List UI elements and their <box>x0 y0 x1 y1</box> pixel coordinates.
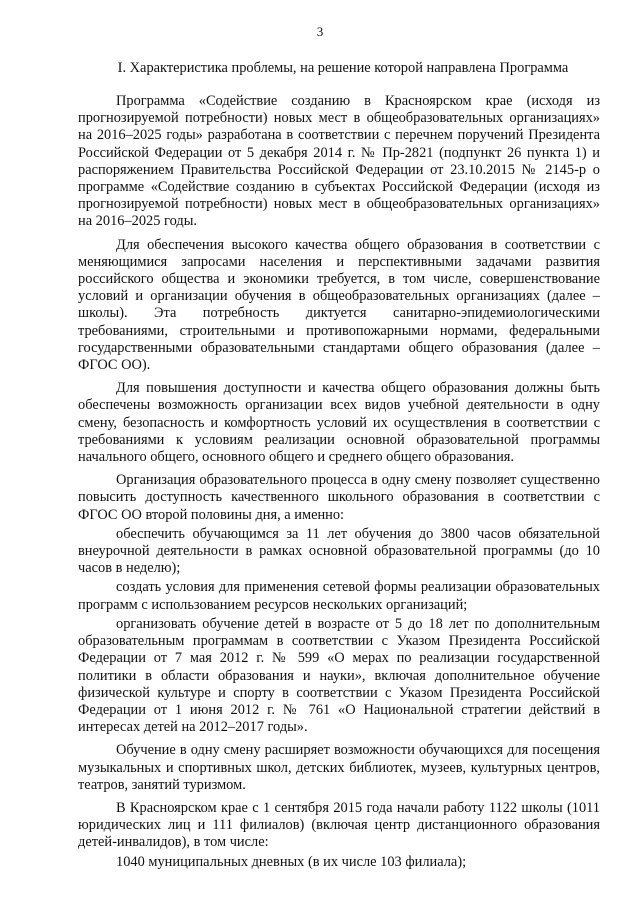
paragraph-5: Обучение в одну смену расширяет возможности обучающихся для посещения музыкальных и спортивных школ, детских библиотек, музеев, культурных центров, театров, занятий туризмом. <box>78 742 600 793</box>
paragraph-6: В Красноярском крае с 1 сентября 2015 года начали работу 1122 школы (1011 юридических лиц и 111 филиалов) (включая центр дистанционного образования детей-инвалидов), в том числе: <box>78 799 600 851</box>
paragraph-7: 1040 муниципальных дневных (в их числе 103 филиала); <box>116 853 467 870</box>
list-item-3: организовать обучение детей в возрасте от 5 до 18 лет по дополнительным образовательным программам в соответствии с Указом Президента Российской Федерации от 7 мая 2012 г. № 599 «О мерах по реализации государственной политики в области образования и науки», включая дополнительное обучение физической культуре и спорту в соответствии с Указом Президента Российской Федерации от 1 июня 2012 г. № 761 «О Национальной стратегии действий в интересах детей на 2012–2017 годы». <box>78 615 600 736</box>
document-body <box>78 93 600 877</box>
list-item-2: создать условия для применения сетевой формы реализации образовательных программ с использованием ресурсов нескольких организаций; <box>78 579 600 613</box>
paragraph-1: Программа «Содействие созданию в Красноярском крае (исходя из прогнозируемой потребности) новых мест в общеобразовательных организациях» на 2016–2025 годы» разработана в соответствии с перечнем поручений Президента Российской Федерации от 5 декабря 2014 г. № Пр-2821 (подпункт 26 пункта 1) и распоряжением Правительства Российской Федерации от 23.10.2015 № 2145-р о программе «Содействие созданию в субъектах Российской Федерации (исходя из прогнозируемой потребности) новых мест в общеобразовательных организациях» на 2016–2025 годы. <box>78 93 600 230</box>
section-title: I. Характеристика проблемы, на решение которой направлена Программа <box>117 60 569 76</box>
list-item-1: обеспечить обучающимся за 11 лет обучения до 3800 часов обязательной внеурочной деятельности в рамках основной образовательной программы (до 10 часов в неделю); <box>78 525 600 577</box>
paragraph-3: Для повышения доступности и качества общего образования должны быть обеспечены возможность организации всех видов учебной деятельности в одну смену, безопасность и комфортность условий их осуществления в соответствии с требованиями к условиям реализации основной образовательной программы начального общего, основного общего и среднего общего образования. <box>78 380 600 466</box>
page-number: 3 <box>316 24 324 39</box>
paragraph-4: Организация образовательного процесса в одну смену позволяет существенно повысить доступность качественного школьного образования в соответствии с ФГОС ОО второй половины дня, а именно: <box>78 472 600 523</box>
paragraph-2: Для обеспечения высокого качества общего образования в соответствии с меняющимися запросами населения и перспективными задачами развития российского общества и экономики требуется, в том числе, совершенствование условий и организации обучения в общеобразовательных организациях (далее – школы). Эта потребность диктуется санитарно-эпидемиологическими требованиями, строительными и противопожарными нормами, федеральными государственными образовательными стандартами общего образования (далее – ФГОС ОО). <box>78 236 600 374</box>
